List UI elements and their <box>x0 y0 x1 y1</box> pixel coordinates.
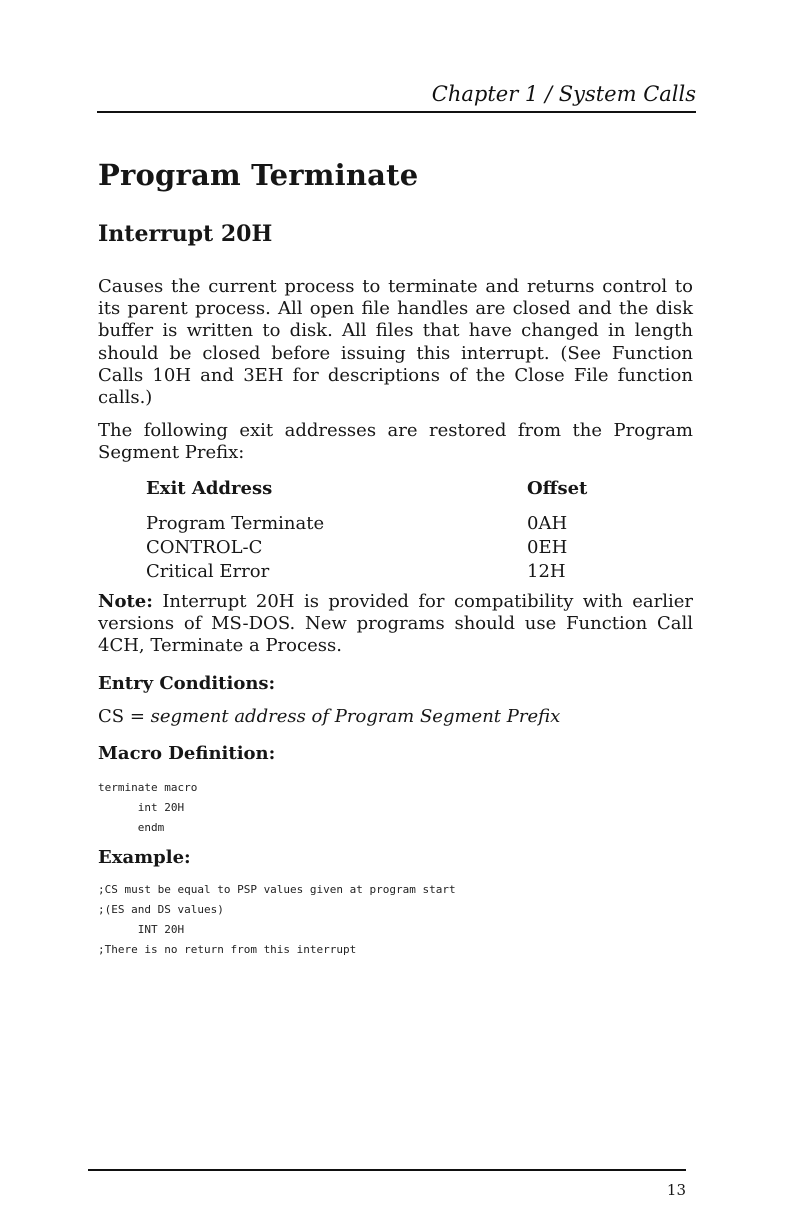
header-rule <box>97 111 696 113</box>
page-title: Program Terminate <box>98 158 419 192</box>
exit-address-header: Exit Address <box>146 478 273 499</box>
note-paragraph <box>98 591 693 658</box>
entry-register: CS <box>98 706 125 727</box>
running-header: Chapter 1 / System Calls <box>431 82 696 106</box>
exit-row-address: Program Terminate <box>146 513 325 534</box>
exit-row-offset: 0EH <box>527 537 568 558</box>
section-subtitle: Interrupt 20H <box>98 221 273 247</box>
entry-conditions-heading: Entry Conditions: <box>98 673 276 694</box>
entry-condition-line <box>98 706 560 727</box>
exit-row-offset: 12H <box>527 561 566 582</box>
macro-definition-heading: Macro Definition: <box>98 743 276 764</box>
page-number: 13 <box>666 1181 686 1199</box>
offset-header: Offset <box>527 478 588 499</box>
example-code-block: ;CS must be equal to PSP values given at program start ;(ES and DS values) INT 20H ;There is no return from this interrupt <box>98 883 456 956</box>
exit-intro-paragraph: The following exit addresses are restored from the Program Segment Prefix: <box>98 420 693 464</box>
note-text: Interrupt 20H is provided for compatibility with earlier versions of MS-DOS. New programs should use Function Call 4CH, Terminate a Process. <box>98 591 693 657</box>
macro-code-block: terminate macro int 20H endm <box>98 781 198 834</box>
note-label: Note: <box>98 591 153 612</box>
exit-row-address: CONTROL-C <box>146 537 263 558</box>
exit-row-offset: 0AH <box>527 513 568 534</box>
exit-row-address: Critical Error <box>146 561 270 582</box>
example-heading: Example: <box>98 847 191 868</box>
entry-value: segment address of Program Segment Prefix <box>150 706 561 727</box>
entry-operator: = <box>124 706 151 727</box>
footer-rule <box>88 1169 686 1171</box>
description-paragraph: Causes the current process to terminate and returns control to its parent process. All open file handles are closed and the disk buffer is written to disk. All files that have changed in length should be closed before issuing this interrupt. (See Function Calls 10H and 3EH for descriptions of the Close File function calls.) <box>98 276 693 409</box>
